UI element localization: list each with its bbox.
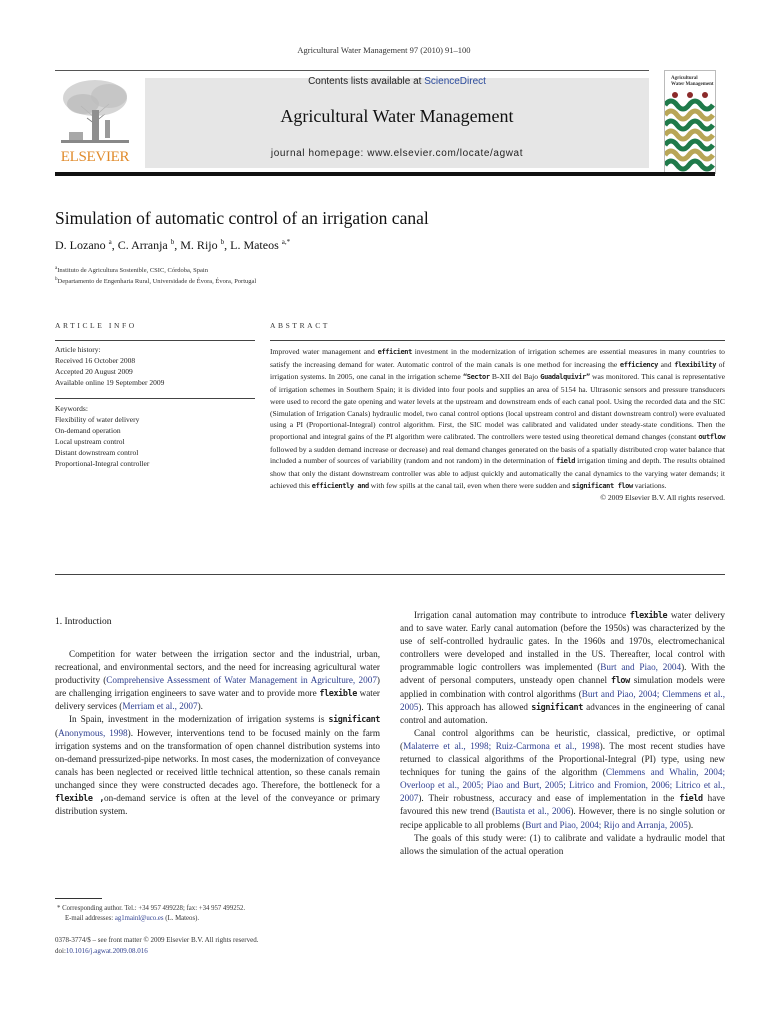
body-paragraph: Competition for water between the irrigation sector and the industrial, urban, recreational, and environmental sectors, and the need for increasing agricultural water productivity (Comprehensive Assessment of Water Management in Agriculture, 2007) are challenging irrigation engineers to save water and to provide more flexible water delivery services (Merriam et al., 2007).	[55, 649, 380, 712]
keywords-block	[55, 403, 255, 469]
keyword: On-demand operation	[55, 426, 121, 435]
abstract-body	[270, 346, 725, 504]
citation-link[interactable]: Anonymous, 1998	[58, 727, 128, 738]
ligature-glyph-word: significant	[531, 701, 583, 712]
ligature-glyph-word: field	[679, 793, 703, 804]
author-list: D. Lozano $^a$, C. Arranja $^b$, M. Rijo $^b$, L. Mateos $^{a,*}$	[55, 238, 291, 252]
ligature-glyph-word: field	[556, 457, 576, 466]
contents-prefix: Contents lists available at	[308, 76, 425, 87]
running-head: Agricultural Water Management 97 (2010) 91–100	[297, 45, 471, 55]
cover-title: Agricultural Water Management	[671, 76, 714, 87]
header-rule	[55, 70, 649, 71]
keyword: Distant downstream control	[55, 448, 139, 457]
citation-link[interactable]: Burt and Piao, 2004; Rijo and Arranja, 2005	[525, 819, 688, 830]
intro-right-column	[400, 609, 725, 858]
ligature-glyph-word: flexible	[629, 610, 668, 620]
abstract-bottom-rule	[55, 574, 725, 575]
issn-line: 0378-3774/$ – see front matter © 2009 Elsevier B.V. All rights reserved.	[55, 936, 259, 944]
keyword: Flexibility of water delivery	[55, 415, 140, 424]
keywords-rule	[55, 398, 255, 399]
author[interactable]: D. Lozano	[55, 238, 106, 252]
keywords-label: Keywords:	[55, 404, 88, 413]
author[interactable]: L. Mateos	[230, 238, 279, 252]
ligature-glyph-word: flexible	[319, 688, 357, 699]
ligature-glyph-word: outflow	[698, 432, 725, 441]
article-info-heading: ARTICLE INFO	[55, 321, 137, 330]
keyword: Proportional-Integral controller	[55, 459, 150, 468]
body-paragraph: In Spain, investment in the modernization of irrigation systems is significant (Anonymous, 1998). However, interventions tend to be focused mainly on the farm irrigation systems and on the transformation of open channel distribution systems into on-demand pressurized-pipe networks. In most cases, the modernization of conveyance canals has been neglected or received little technical attention, so these canals remain unchanged since they were constructed decades ago. Therefore, the bottleneck for a flexible ,on-demand service is often at the level of the conveyance or primary distribution system.	[55, 714, 380, 817]
front-matter: 0378-3774/$ – see front matter © 2009 Elsevier B.V. All rights reserved. doi:10.1016/j.agwat.2009.08.016	[55, 935, 385, 957]
footnote-rule	[55, 898, 102, 899]
journal-cover-thumbnail[interactable]	[664, 70, 716, 174]
body-paragraph: The goals of this study were: (1) to calibrate and validate a hydraulic model that allows the simulation of the actual operation	[400, 832, 725, 856]
corresponding-author-footnote: * Corresponding author. Tel.: +34 957 499228; fax: +34 957 499252. E-mail addresses: ag1mainl@uco.es (L. Mateos).	[57, 905, 246, 922]
doi-link[interactable]: 10.1016/j.agwat.2009.08.016	[65, 947, 148, 955]
article-history	[55, 344, 255, 388]
ligature-glyph-word: efficient	[377, 348, 412, 356]
affiliation: $^b$Departamento de Engenharia Rural, Universidade de Évora, Évora, Portugal	[55, 277, 257, 286]
keyword: Local upstream control	[55, 437, 125, 446]
citation-link[interactable]: Burt and Piao, 2004	[600, 662, 682, 673]
ligature-glyph-word: flow	[611, 675, 630, 686]
author[interactable]: C. Arranja	[117, 238, 168, 252]
ligature-glyph-word: flexibility	[674, 360, 717, 369]
journal-title: Agricultural Water Management	[280, 106, 514, 126]
ligature-glyph-word: flexible ,	[55, 793, 105, 804]
citation-link[interactable]: Comprehensive Assessment of Water Management in Agriculture, 2007	[106, 675, 377, 686]
abstract-copyright: © 2009 Elsevier B.V. All rights reserved.	[600, 493, 725, 503]
abstract-rule	[270, 340, 725, 341]
article-info-rule	[55, 340, 255, 341]
affiliation: $^a$Instituto de Agricultura Sostenible, CSIC, Córdoba, Spain	[55, 266, 208, 275]
citation-link[interactable]: Malaterre et al., 1998; Ruiz-Carmona et al., 1998	[403, 740, 600, 751]
body-paragraph: Canal control algorithms can be heuristic, classical, predictive, or optimal (Malaterre et al., 1998; Ruiz-Carmona et al., 1998). The most recent studies have returned to classical algorithms of the Proportional-Integral (PI) type, using new techniques for tuning the gains of the algorithm (Clemmens and Whalin, 2004; Overloop et al., 2005; Piao and Burt, 2005; Litrico and Fromion, 2006; Litrico et al., 2007). Their robustness, accuracy and ease of implementation in the field have favoured this new trend (Bautista et al., 2006). However, there is no single solution or recipe applicable to all problems (Burt and Piao, 2004; Rijo and Arranja, 2005).	[400, 727, 726, 830]
body-paragraph: Irrigation canal automation may contribute to introduce flexible water delivery and to save water. Early canal automation (before the 1950s) was characterized by the use of self-controlled hydraulic gates. In the 1960s and 1970s, electromechanical controllers were developed and installed in the US. Thereafter, local control with programmable logic controllers was implemented (Burt and Piao, 2004). With the advent of personal computers, unsteady open channel flow simulation models were applied in combination with control algorithms (Burt and Piao, 2004; Clemmens et al., 2005). This approach has allowed significant advances in the engineering of canal control and automation.	[400, 610, 726, 725]
ligature-glyph-word: significant flow	[571, 481, 633, 490]
ligature-glyph-word: efficiency	[619, 360, 658, 369]
section-heading-introduction: 1. Introduction	[55, 617, 112, 627]
history-online: Available online 19 September 2009	[55, 378, 165, 387]
citation-link[interactable]: Clemmens and Whalin, 2004; Overloop et al., 2005; Piao and Burt, 2005; Litrico and Fromion, 2006; Litrico et al., 2007	[400, 767, 725, 804]
email-link[interactable]: ag1mainl@uco.es	[114, 915, 164, 922]
author[interactable]: M. Rijo	[180, 238, 218, 252]
ligature-glyph-word: “Sector	[463, 373, 490, 382]
history-accepted: Accepted 20 August 2009	[55, 367, 133, 376]
citation-link[interactable]: Bautista et al., 2006	[495, 806, 571, 817]
citation-link[interactable]: Burt and Piao, 2004; Clemmens et al., 2005	[400, 688, 725, 712]
citation-link[interactable]: Merriam et al., 2007	[122, 701, 198, 712]
elsevier-tree-icon	[59, 78, 131, 144]
header-thick-rule	[55, 172, 715, 176]
ligature-glyph-word: significant	[328, 714, 380, 725]
journal-homepage-link[interactable]: journal homepage: www.elsevier.com/locate/agwat	[270, 148, 524, 159]
article-title: Simulation of automatic control of an irrigation canal	[55, 208, 429, 228]
contents-availability	[145, 76, 649, 87]
cover-wave-pattern-icon	[665, 91, 715, 173]
intro-left-column	[55, 648, 380, 818]
abstract-heading: ABSTRACT	[270, 321, 330, 330]
elsevier-logo[interactable]	[55, 72, 135, 170]
history-label: Article history:	[55, 345, 101, 354]
ligature-glyph-word: efficiently and	[311, 481, 369, 490]
elsevier-wordmark: ELSEVIER	[60, 149, 130, 165]
history-received: Received 16 October 2008	[55, 356, 136, 365]
sciencedirect-link[interactable]: ScienceDirect	[424, 76, 486, 87]
ligature-glyph-word: Guadalquivir”	[540, 373, 590, 382]
abstract-paragraph: Improved water management and efficient investment in the modernization of irrigation schemes are essential measures in many countries to satisfy the increasing demand for water. Automatic control of the main canals is one method for increasing the efficiency and flexibility of irrigation systems. In 2005, one canal in the irrigation scheme “Sector B-XII del Bajo Guadalquivir” was monitored. This canal is representative of irrigation schemes in Southern Spain; it is divided into four pools and supplies an area of 5154 ha. Ultrasonic sensors and pressure transducers were used to record the gate opening and water levels at the upstream and downstream ends of each canal pool. Using the recorded data and the SIC (Simulation of Irrigation Canals) hydraulic model, two canal control options (local upstream control and distant downstream control) were evaluated using a PI (Proportional-Integral) control algorithm. First, the SIC model was calibrated and validated under steady-state conditions. Then the proportional and integral gains of the PI algorithm were calibrated. The controllers were tested using theoretical demand changes (constant outflow followed by a sudden demand increase or decrease) and real demand changes generated on the basis of a spatially distributed crop water balance that included a number of sources of variability (random and not random) in the determination of field irrigation timing and depth. The results obtained show that only the distant downstream controller was able to adjust quickly and automatically the canal dynamics to the varying water demands; it achieved this efficiently and with few spills at the canal tail, even when there were sudden and significant flow variations.	[270, 347, 726, 490]
